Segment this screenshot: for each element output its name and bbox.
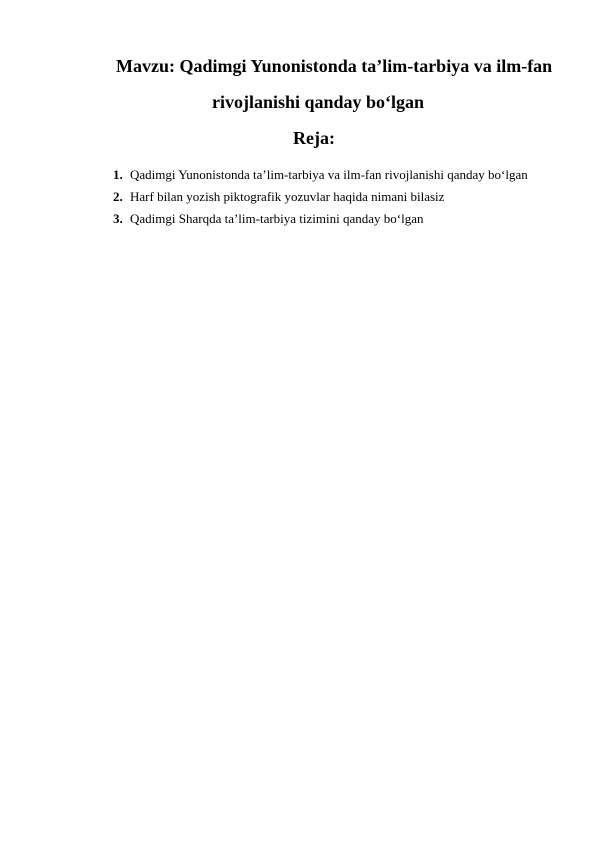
document-title-line-2: rivojlanishi qanday bo‘lgan (212, 92, 425, 112)
plan-item-text: Qadimgi Yunonistonda ta’lim-tarbiya va ilm-fan rivojlanishi qanday bo‘lgan (130, 167, 528, 182)
plan-item-text: Harf bilan yozish piktografik yozuvlar haqida nimani bilasiz (130, 189, 445, 204)
plan-item-text: Qadimgi Sharqda ta’lim-tarbiya tizimini qanday bo‘lgan (130, 211, 424, 226)
plan-item-number: 2. (113, 189, 123, 204)
plan-list (113, 164, 539, 230)
plan-heading: Reja: (293, 128, 335, 148)
plan-item (113, 164, 539, 186)
plan-item (113, 186, 539, 208)
plan-item (113, 208, 539, 230)
plan-item-number: 3. (113, 211, 123, 226)
plan-item-number: 1. (113, 167, 123, 182)
document-title-line-1: Mavzu: Qadimgi Yunonistonda ta’lim-tarbiya va ilm-fan (116, 56, 553, 76)
